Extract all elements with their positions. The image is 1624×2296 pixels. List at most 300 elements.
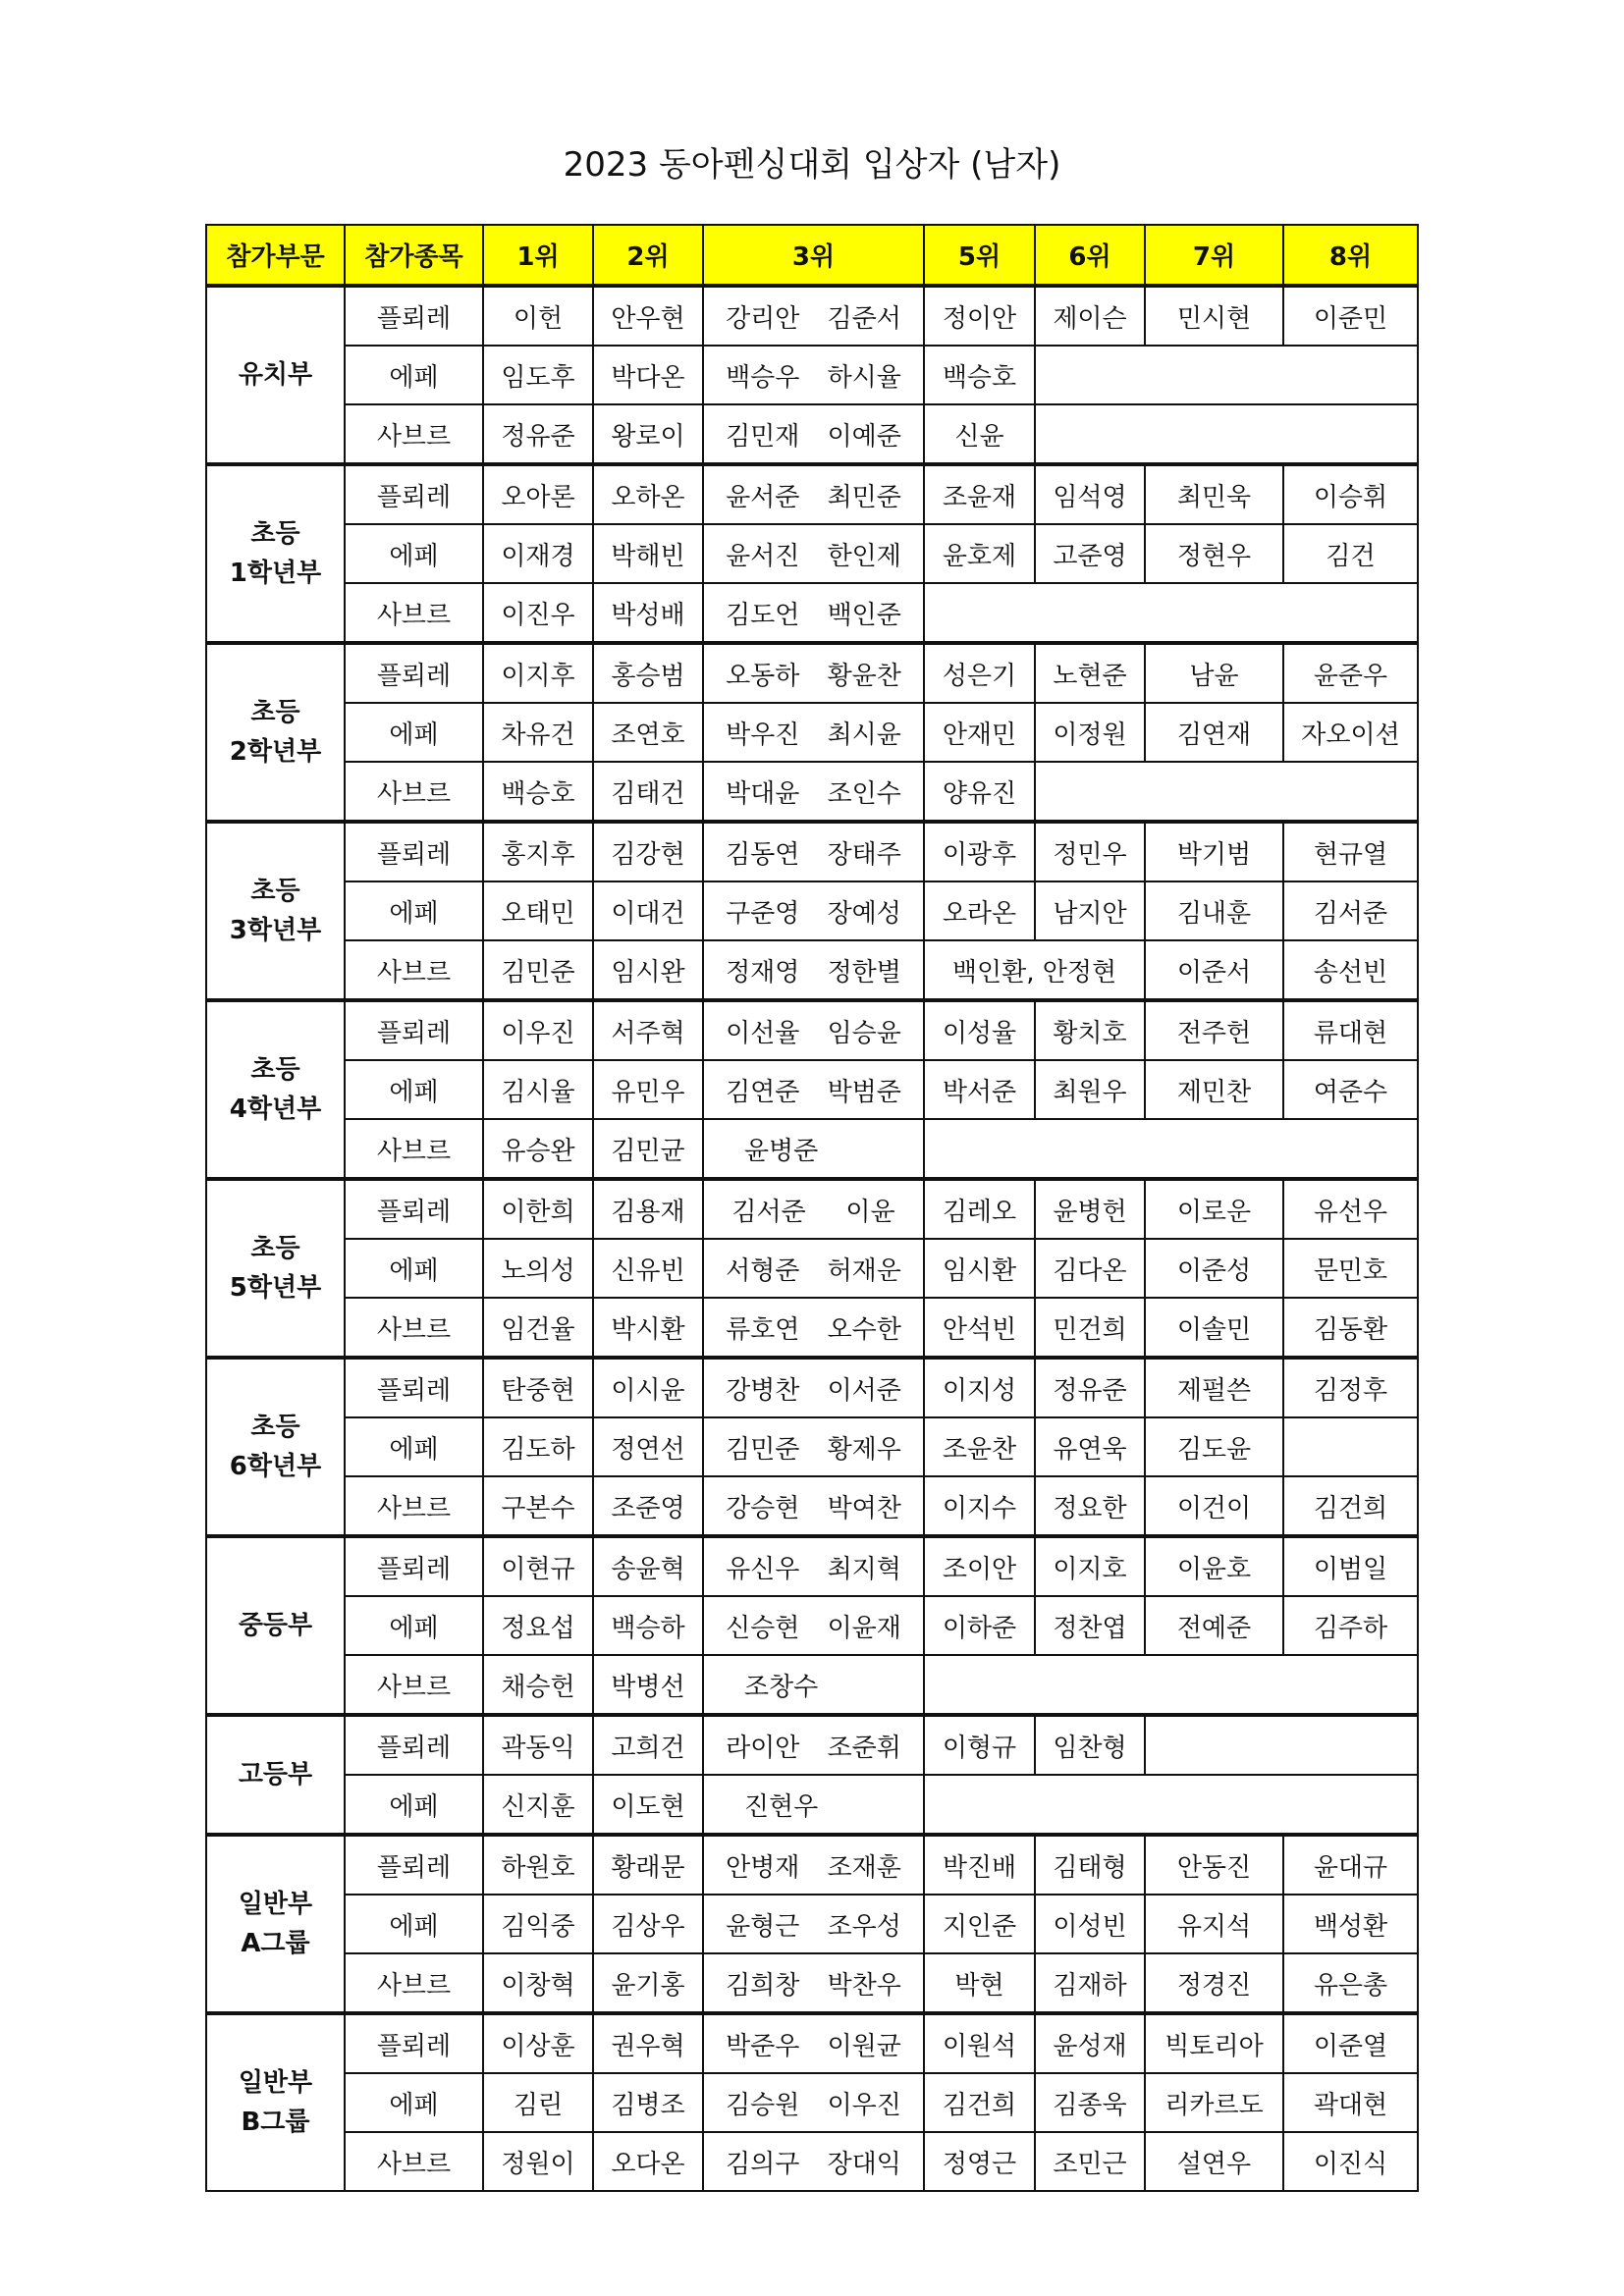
place-3-cell — [703, 1715, 924, 1775]
place-3-pair — [704, 2026, 923, 2062]
place-2-cell: 박성배 — [593, 583, 703, 643]
place-5-6-merged-cell: 백인환, 안정현 — [924, 940, 1145, 1000]
place-2-cell: 정연선 — [593, 1417, 703, 1476]
place-3-pair — [704, 416, 923, 453]
place-3-cell — [703, 583, 924, 643]
place-1-cell: 정원이 — [483, 2132, 593, 2191]
place-6-cell: 이지호 — [1035, 1536, 1145, 1596]
header-division: 참가부문 — [206, 225, 345, 286]
place-3-name: 김도언 — [726, 600, 800, 630]
place-6-cell: 조민근 — [1035, 2132, 1145, 2191]
header-7th: 7위 — [1145, 225, 1283, 286]
table-row — [206, 1119, 1418, 1179]
table-row — [206, 1953, 1418, 2013]
place-8-cell: 백성환 — [1283, 1895, 1418, 1953]
place-3-name: 오수한 — [827, 1314, 901, 1345]
place-1-cell: 신지훈 — [483, 1775, 593, 1835]
place-1-cell: 임건율 — [483, 1298, 593, 1358]
place-3-name: 김서준 — [731, 1197, 806, 1227]
place-2-cell: 김태건 — [593, 762, 703, 822]
place-1-cell: 이재경 — [483, 524, 593, 583]
event-cell: 사브르 — [345, 1119, 483, 1179]
place-3-pair — [704, 1370, 923, 1407]
place-2-cell: 유민우 — [593, 1060, 703, 1119]
place-7-cell: 이준성 — [1145, 1239, 1283, 1298]
place-1-cell: 이현규 — [483, 1536, 593, 1596]
place-8-cell: 김정후 — [1283, 1358, 1418, 1417]
place-3-pair — [704, 477, 923, 513]
place-7-cell: 이건이 — [1145, 1476, 1283, 1536]
division-group — [206, 1358, 1418, 1536]
header-row — [206, 225, 1418, 286]
place-3-name: 조창수 — [743, 1672, 819, 1702]
place-1-cell: 이상훈 — [483, 2013, 593, 2073]
place-5-cell: 양유진 — [924, 762, 1035, 822]
division-label: 4학년부 — [229, 1095, 322, 1124]
place-6-cell: 유연욱 — [1035, 1417, 1145, 1476]
place-1-cell: 홍지후 — [483, 822, 593, 881]
place-3-cell — [703, 1953, 924, 2013]
place-8-cell: 윤준우 — [1283, 643, 1418, 703]
place-5-cell: 이하준 — [924, 1596, 1035, 1655]
place-7-cell: 이준서 — [1145, 940, 1283, 1000]
division-label: 초등 — [250, 519, 300, 549]
place-3-name: 서형준 — [726, 1255, 800, 1286]
empty-cell — [1035, 346, 1418, 404]
place-3-name: 박우진 — [726, 720, 800, 750]
event-cell: 플뢰레 — [345, 464, 483, 524]
place-3-cell — [703, 1239, 924, 1298]
event-cell: 사브르 — [345, 1298, 483, 1358]
place-2-cell: 박해빈 — [593, 524, 703, 583]
place-3-cell — [703, 404, 924, 464]
table-row — [206, 286, 1418, 346]
place-5-cell: 윤호제 — [924, 524, 1035, 583]
place-8-cell: 윤대규 — [1283, 1835, 1418, 1895]
place-1-cell: 오아론 — [483, 464, 593, 524]
event-cell: 사브르 — [345, 1953, 483, 2013]
division-cell — [206, 464, 345, 643]
division-cell — [206, 822, 345, 1000]
place-8-cell — [1283, 1417, 1418, 1476]
event-cell: 플뢰레 — [345, 1179, 483, 1239]
place-8-cell: 유은총 — [1283, 1953, 1418, 2013]
place-5-cell: 이지수 — [924, 1476, 1035, 1536]
place-3-cell — [703, 881, 924, 940]
table-row — [206, 1476, 1418, 1536]
place-3-cell — [703, 524, 924, 583]
division-label: 초등 — [250, 698, 300, 727]
place-3-name: 윤서진 — [726, 541, 800, 571]
place-1-cell: 김민준 — [483, 940, 593, 1000]
place-5-cell: 박진배 — [924, 1835, 1035, 1895]
division-cell — [206, 2013, 345, 2191]
place-3-cell — [703, 2073, 924, 2132]
header-event: 참가종목 — [345, 225, 483, 286]
place-6-cell: 고준영 — [1035, 524, 1145, 583]
division-label: 초등 — [250, 1413, 300, 1442]
empty-cell — [924, 1655, 1418, 1715]
place-1-cell: 채승헌 — [483, 1655, 593, 1715]
place-3-pair — [704, 1072, 923, 1108]
place-2-cell: 백승하 — [593, 1596, 703, 1655]
division-cell — [206, 1715, 345, 1835]
place-3-name: 윤형근 — [726, 1911, 800, 1942]
place-3-cell — [703, 1596, 924, 1655]
event-cell: 사브르 — [345, 2132, 483, 2191]
place-2-cell: 고희건 — [593, 1715, 703, 1775]
place-7-cell: 김도윤 — [1145, 1417, 1283, 1476]
place-6-cell: 윤성재 — [1035, 2013, 1145, 2073]
division-group — [206, 1835, 1418, 2013]
place-5-cell: 정이안 — [924, 286, 1035, 346]
place-3-cell — [703, 1358, 924, 1417]
place-3-cell — [703, 1298, 924, 1358]
place-3-name: 최지혁 — [827, 1554, 901, 1584]
place-3-pair — [704, 1728, 923, 1764]
table-row — [206, 464, 1418, 524]
place-3-name: 백인준 — [827, 600, 901, 630]
place-2-cell: 황래문 — [593, 1835, 703, 1895]
place-6-cell: 민건희 — [1035, 1298, 1145, 1358]
table-row — [206, 2073, 1418, 2132]
place-6-cell: 김태형 — [1035, 1835, 1145, 1895]
place-8-cell: 김서준 — [1283, 881, 1418, 940]
header-5th: 5위 — [924, 225, 1035, 286]
place-8-cell: 김건희 — [1283, 1476, 1418, 1536]
division-label: 초등 — [250, 1234, 300, 1263]
place-8-cell: 자오이션 — [1283, 703, 1418, 762]
place-7-cell: 김내훈 — [1145, 881, 1283, 940]
place-3-name: 신승현 — [726, 1613, 800, 1643]
event-cell: 플뢰레 — [345, 1000, 483, 1060]
place-3-name: 김동연 — [726, 839, 800, 870]
results-table — [205, 224, 1419, 2192]
division-label: 초등 — [250, 1055, 300, 1085]
place-2-cell: 김강현 — [593, 822, 703, 881]
event-cell: 에페 — [345, 1775, 483, 1835]
table-row — [206, 1895, 1418, 1953]
table-row — [206, 643, 1418, 703]
place-3-name: 조준휘 — [827, 1733, 901, 1763]
event-cell: 사브르 — [345, 1476, 483, 1536]
empty-cell — [924, 1775, 1418, 1835]
place-7-cell: 최민욱 — [1145, 464, 1283, 524]
table-row — [206, 1655, 1418, 1715]
place-3-name: 정재영 — [726, 957, 800, 988]
place-3-name: 이윤재 — [827, 1613, 901, 1643]
event-cell: 사브르 — [345, 404, 483, 464]
place-7-cell: 민시현 — [1145, 286, 1283, 346]
place-3-cell — [703, 643, 924, 703]
table-row — [206, 2132, 1418, 2191]
division-label: B그룹 — [241, 2108, 310, 2137]
event-cell: 플뢰레 — [345, 2013, 483, 2073]
place-2-cell: 오다온 — [593, 2132, 703, 2191]
event-cell: 에페 — [345, 1895, 483, 1953]
division-cell — [206, 1179, 345, 1358]
place-3-name: 최민준 — [827, 482, 901, 512]
event-cell: 에페 — [345, 881, 483, 940]
division-group — [206, 1715, 1418, 1835]
place-3-name: 이예준 — [827, 421, 901, 452]
place-3-name: 박준우 — [726, 2031, 800, 2061]
place-3-name: 김연준 — [726, 1077, 800, 1107]
table-row — [206, 1775, 1418, 1835]
place-3-name: 조우성 — [827, 1911, 901, 1942]
event-cell: 에페 — [345, 1596, 483, 1655]
place-2-cell: 왕로이 — [593, 404, 703, 464]
place-3-cell — [703, 1119, 924, 1179]
place-3-name: 김민재 — [726, 421, 800, 452]
place-3-name: 강리안 — [726, 303, 800, 334]
place-3-pair — [704, 1251, 923, 1287]
place-3-name: 박찬우 — [827, 1970, 901, 2001]
division-cell — [206, 1000, 345, 1179]
place-5-cell: 이형규 — [924, 1715, 1035, 1775]
place-2-cell: 박다온 — [593, 346, 703, 404]
event-cell: 플뢰레 — [345, 1358, 483, 1417]
division-cell — [206, 286, 345, 464]
division-label: 3학년부 — [229, 916, 322, 945]
place-3-cell — [703, 464, 924, 524]
division-label: 2학년부 — [229, 737, 322, 767]
place-3-name: 윤병준 — [743, 1136, 819, 1166]
place-1-cell: 하원호 — [483, 1835, 593, 1895]
place-3-pair — [704, 1847, 923, 1884]
place-2-cell: 이대건 — [593, 881, 703, 940]
place-3-name: 한인제 — [827, 541, 901, 571]
table-row — [206, 1060, 1418, 1119]
place-6-cell: 남지안 — [1035, 881, 1145, 940]
table-row — [206, 822, 1418, 881]
place-2-cell: 오하온 — [593, 464, 703, 524]
place-5-cell: 박서준 — [924, 1060, 1035, 1119]
place-5-cell: 정영근 — [924, 2132, 1035, 2191]
event-cell: 플뢰레 — [345, 643, 483, 703]
place-3-name: 구준영 — [726, 898, 800, 929]
table-row — [206, 2013, 1418, 2073]
place-2-cell: 조연호 — [593, 703, 703, 762]
place-7-cell: 이로운 — [1145, 1179, 1283, 1239]
division-group — [206, 1536, 1418, 1715]
place-5-cell: 안석빈 — [924, 1298, 1035, 1358]
place-3-cell — [703, 822, 924, 881]
place-6-cell: 임찬형 — [1035, 1715, 1145, 1775]
event-cell: 에페 — [345, 1060, 483, 1119]
place-8-cell: 현규열 — [1283, 822, 1418, 881]
table-row — [206, 762, 1418, 822]
place-6-cell: 정유준 — [1035, 1358, 1145, 1417]
table-row — [206, 1179, 1418, 1239]
event-cell: 플뢰레 — [345, 1536, 483, 1596]
place-1-cell: 임도후 — [483, 346, 593, 404]
header-2nd: 2위 — [593, 225, 703, 286]
event-cell: 에페 — [345, 1417, 483, 1476]
place-1-cell: 이한희 — [483, 1179, 593, 1239]
place-1-cell: 차유건 — [483, 703, 593, 762]
place-3-name: 진현우 — [743, 1791, 819, 1822]
place-7-cell: 정현우 — [1145, 524, 1283, 583]
event-cell: 사브르 — [345, 762, 483, 822]
place-2-cell: 신유빈 — [593, 1239, 703, 1298]
event-cell: 플뢰레 — [345, 1835, 483, 1895]
place-3-cell — [703, 940, 924, 1000]
place-3-cell — [703, 703, 924, 762]
place-2-cell: 안우현 — [593, 286, 703, 346]
place-3-name: 허재운 — [827, 1255, 901, 1286]
place-7-cell: 설연우 — [1145, 2132, 1283, 2191]
place-1-cell: 백승호 — [483, 762, 593, 822]
division-label: 6학년부 — [229, 1452, 322, 1481]
division-group — [206, 286, 1418, 464]
place-5-cell: 이원석 — [924, 2013, 1035, 2073]
place-1-cell: 김익중 — [483, 1895, 593, 1953]
place-6-cell: 김다온 — [1035, 1239, 1145, 1298]
place-3-pair — [704, 834, 923, 871]
table-row — [206, 940, 1418, 1000]
place-3-pair — [704, 1549, 923, 1585]
place-6-cell: 정민우 — [1035, 822, 1145, 881]
division-label: 일반부 — [238, 2068, 313, 2098]
place-5-cell: 박현 — [924, 1953, 1035, 2013]
place-3-pair — [704, 1965, 923, 2002]
division-label: 1학년부 — [229, 559, 322, 588]
place-1-cell: 이지후 — [483, 643, 593, 703]
place-2-cell: 서주혁 — [593, 1000, 703, 1060]
place-3-cell — [703, 1536, 924, 1596]
place-6-cell: 최원우 — [1035, 1060, 1145, 1119]
place-3-name: 김희창 — [726, 1970, 800, 2001]
division-group — [206, 1000, 1418, 1179]
place-3-name: 최시윤 — [827, 720, 901, 750]
place-3-pair — [704, 1787, 923, 1823]
table-row — [206, 1000, 1418, 1060]
place-5-cell: 안재민 — [924, 703, 1035, 762]
place-3-name: 장태주 — [827, 839, 901, 870]
place-8-cell: 곽대현 — [1283, 2073, 1418, 2132]
place-3-pair — [704, 1488, 923, 1524]
place-1-cell: 노의성 — [483, 1239, 593, 1298]
place-3-name: 안병재 — [726, 1852, 800, 1883]
place-6-cell: 임석영 — [1035, 464, 1145, 524]
place-3-name: 김민준 — [726, 1434, 800, 1465]
place-3-name: 장예성 — [827, 898, 901, 929]
table-row — [206, 1835, 1418, 1895]
place-6-cell: 노현준 — [1035, 643, 1145, 703]
place-3-name: 강승현 — [726, 1493, 800, 1523]
place-3-pair — [704, 952, 923, 988]
division-group — [206, 2013, 1418, 2191]
place-1-cell: 이헌 — [483, 286, 593, 346]
place-7-cell: 제민찬 — [1145, 1060, 1283, 1119]
place-5-cell: 성은기 — [924, 643, 1035, 703]
place-1-cell: 정유준 — [483, 404, 593, 464]
division-label: 고등부 — [238, 1760, 313, 1789]
place-7-cell: 남윤 — [1145, 643, 1283, 703]
place-8-cell: 류대현 — [1283, 1000, 1418, 1060]
place-3-cell — [703, 1000, 924, 1060]
place-5-cell: 백승호 — [924, 346, 1035, 404]
event-cell: 사브르 — [345, 583, 483, 643]
division-group — [206, 1179, 1418, 1358]
place-8-cell: 송선빈 — [1283, 940, 1418, 1000]
place-7-cell: 전예준 — [1145, 1596, 1283, 1655]
division-cell — [206, 643, 345, 822]
division-group — [206, 464, 1418, 643]
place-5-cell: 김레오 — [924, 1179, 1035, 1239]
place-3-cell — [703, 346, 924, 404]
place-8-cell: 이범일 — [1283, 1536, 1418, 1596]
table-row — [206, 583, 1418, 643]
empty-cell — [924, 1119, 1418, 1179]
place-8-cell: 유선우 — [1283, 1179, 1418, 1239]
division-cell — [206, 1835, 345, 2013]
place-3-name: 류호연 — [726, 1314, 800, 1345]
place-3-name: 임승윤 — [827, 1018, 901, 1048]
place-6-cell: 윤병헌 — [1035, 1179, 1145, 1239]
event-cell: 에페 — [345, 524, 483, 583]
place-3-cell — [703, 1179, 924, 1239]
place-6-cell: 김재하 — [1035, 1953, 1145, 2013]
division-label: 초등 — [250, 877, 300, 906]
header-3rd: 3위 — [703, 225, 924, 286]
empty-cell — [1035, 762, 1418, 822]
division-label: A그룹 — [241, 1929, 310, 1958]
place-2-cell: 박병선 — [593, 1655, 703, 1715]
place-3-name: 이윤 — [845, 1197, 895, 1227]
table-row — [206, 1417, 1418, 1476]
place-1-cell: 김린 — [483, 2073, 593, 2132]
table-row — [206, 881, 1418, 940]
place-3-name: 박여찬 — [827, 1493, 901, 1523]
place-3-pair — [704, 357, 923, 394]
place-3-cell — [703, 1417, 924, 1476]
place-2-cell: 이도현 — [593, 1775, 703, 1835]
place-5-cell: 임시환 — [924, 1239, 1035, 1298]
event-cell: 에페 — [345, 703, 483, 762]
table-row — [206, 703, 1418, 762]
place-3-name: 조인수 — [827, 778, 901, 809]
event-cell: 에페 — [345, 346, 483, 404]
place-6-cell: 황치호 — [1035, 1000, 1145, 1060]
place-7-cell: 이솔민 — [1145, 1298, 1283, 1358]
place-5-cell: 이광후 — [924, 822, 1035, 881]
place-3-name: 윤서준 — [726, 482, 800, 512]
place-8-cell: 김주하 — [1283, 1596, 1418, 1655]
place-2-cell: 박시환 — [593, 1298, 703, 1358]
place-3-pair — [704, 298, 923, 335]
place-6-cell: 이성빈 — [1035, 1895, 1145, 1953]
division-group — [206, 822, 1418, 1000]
place-3-pair — [704, 1608, 923, 1644]
place-3-pair — [704, 1013, 923, 1049]
place-6-cell: 김종욱 — [1035, 2073, 1145, 2132]
place-7-cell: 전주헌 — [1145, 1000, 1283, 1060]
place-5-cell: 조윤재 — [924, 464, 1035, 524]
place-3-pair — [704, 2144, 923, 2180]
place-8-cell: 이승휘 — [1283, 464, 1418, 524]
place-7-cell: 안동진 — [1145, 1835, 1283, 1895]
event-cell: 사브르 — [345, 1655, 483, 1715]
place-7-cell: 빅토리아 — [1145, 2013, 1283, 2073]
place-3-name: 박범준 — [827, 1077, 901, 1107]
place-5-cell: 이지성 — [924, 1358, 1035, 1417]
place-6-cell: 정찬엽 — [1035, 1596, 1145, 1655]
place-3-name: 김승원 — [726, 2090, 800, 2120]
table-row — [206, 404, 1418, 464]
place-2-cell: 임시완 — [593, 940, 703, 1000]
